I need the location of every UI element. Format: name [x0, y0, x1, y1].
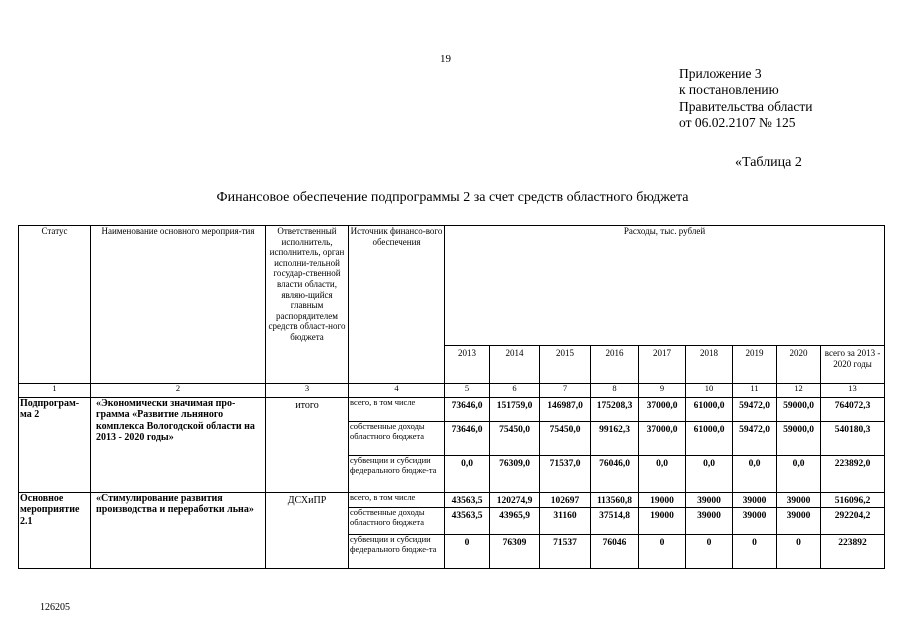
footer-code: 126205: [40, 602, 70, 613]
index-cell: 12: [777, 384, 821, 398]
value-cell: 76046,0: [591, 456, 639, 493]
header-name: Наименование основного мероприя-тия: [91, 226, 266, 384]
value-cell: 37514,8: [591, 508, 639, 535]
index-cell: 6: [490, 384, 540, 398]
value-cell: 102697: [540, 493, 591, 508]
value-cell: 71537: [540, 535, 591, 569]
value-cell: 73646,0: [445, 422, 490, 456]
value-cell-total: 764072,3: [821, 398, 885, 422]
header-year: 2013: [445, 346, 490, 384]
value-cell: 0,0: [686, 456, 733, 493]
header-year: 2019: [733, 346, 777, 384]
appendix-line-2: к постановлению: [679, 82, 779, 98]
value-cell: 76309: [490, 535, 540, 569]
row-source: всего, в том числе: [349, 493, 445, 508]
header-year: 2018: [686, 346, 733, 384]
value-cell: 76309,0: [490, 456, 540, 493]
value-cell: 37000,0: [639, 398, 686, 422]
value-cell: 39000: [777, 508, 821, 535]
value-cell: 43563,5: [445, 508, 490, 535]
value-cell: 39000: [733, 493, 777, 508]
value-cell-total: 223892,0: [821, 456, 885, 493]
document-title: Финансовое обеспечение подпрограммы 2 за счет средств областного бюджета: [216, 190, 689, 205]
value-cell: 76046: [591, 535, 639, 569]
value-cell-total: 516096,2: [821, 493, 885, 508]
value-cell: 0: [686, 535, 733, 569]
value-cell-total: 292204,2: [821, 508, 885, 535]
value-cell: 0,0: [639, 456, 686, 493]
value-cell: 19000: [639, 493, 686, 508]
value-cell: 61000,0: [686, 398, 733, 422]
header-expenses: Расходы, тыс. рублей: [445, 226, 885, 346]
value-cell: 0: [733, 535, 777, 569]
index-cell: 7: [540, 384, 591, 398]
row-source: субвенции и субсидии федерального бюдже-та: [349, 535, 445, 569]
index-cell: 13: [821, 384, 885, 398]
header-year-total: всего за 2013 - 2020 годы: [821, 346, 885, 384]
value-cell: 151759,0: [490, 398, 540, 422]
value-cell: 0: [445, 535, 490, 569]
header-year: 2016: [591, 346, 639, 384]
value-cell: 59000,0: [777, 422, 821, 456]
row-responsible: ДСХиПР: [266, 493, 349, 569]
financing-table: [18, 225, 885, 569]
value-cell: 39000: [686, 508, 733, 535]
table-row: [19, 398, 885, 422]
page-number: 19: [440, 53, 451, 65]
value-cell: 43563,5: [445, 493, 490, 508]
value-cell: 61000,0: [686, 422, 733, 456]
value-cell-total: 223892: [821, 535, 885, 569]
value-cell: 31160: [540, 508, 591, 535]
appendix-line-4: от 06.02.2107 № 125: [679, 114, 796, 130]
index-cell: 3: [266, 384, 349, 398]
value-cell: 59000,0: [777, 398, 821, 422]
header-year: 2015: [540, 346, 591, 384]
index-cell: 11: [733, 384, 777, 398]
appendix-line-1: Приложение 3: [679, 66, 762, 81]
value-cell: 0,0: [733, 456, 777, 493]
appendix-line-3: Правительства области: [679, 98, 813, 114]
value-cell-total: 540180,3: [821, 422, 885, 456]
index-cell: 10: [686, 384, 733, 398]
value-cell: 120274,9: [490, 493, 540, 508]
row-source: собственные доходы областного бюджета: [349, 508, 445, 535]
index-cell: 8: [591, 384, 639, 398]
value-cell: 19000: [639, 508, 686, 535]
value-cell: 99162,3: [591, 422, 639, 456]
row-activity-name: «Стимулирование развития производства и переработки льна»: [91, 493, 266, 569]
index-cell: 2: [91, 384, 266, 398]
row-source: всего, в том числе: [349, 398, 445, 422]
value-cell: 43965,9: [490, 508, 540, 535]
value-cell: 0: [639, 535, 686, 569]
value-cell: 37000,0: [639, 422, 686, 456]
index-row: [19, 384, 885, 398]
table-row: [19, 493, 885, 508]
index-cell: 5: [445, 384, 490, 398]
table-label: «Таблица 2: [735, 155, 802, 170]
row-status: Основное мероприятие 2.1: [19, 493, 91, 569]
value-cell: 59472,0: [733, 398, 777, 422]
row-responsible: итого: [266, 398, 349, 493]
row-activity-name: «Экономически значимая про-грамма «Развитие льняного комплекса Вологодской области на 2013 - 2020 годы»: [91, 398, 266, 493]
value-cell: 0,0: [777, 456, 821, 493]
value-cell: 73646,0: [445, 398, 490, 422]
appendix-block: [679, 66, 812, 131]
value-cell: 0,0: [445, 456, 490, 493]
value-cell: 39000: [733, 508, 777, 535]
value-cell: 75450,0: [490, 422, 540, 456]
row-source: собственные доходы областного бюджета: [349, 422, 445, 456]
value-cell: 75450,0: [540, 422, 591, 456]
value-cell: 146987,0: [540, 398, 591, 422]
value-cell: 113560,8: [591, 493, 639, 508]
value-cell: 59472,0: [733, 422, 777, 456]
index-cell: 1: [19, 384, 91, 398]
header-source: Источник финансо-вого обеспечения: [349, 226, 445, 384]
header-status: Статус: [19, 226, 91, 384]
value-cell: 39000: [686, 493, 733, 508]
value-cell: 175208,3: [591, 398, 639, 422]
value-cell: 39000: [777, 493, 821, 508]
row-source: субвенции и субсидии федерального бюдже-та: [349, 456, 445, 493]
value-cell: 71537,0: [540, 456, 591, 493]
header-year: 2014: [490, 346, 540, 384]
index-cell: 9: [639, 384, 686, 398]
header-responsible: Ответственный исполнитель, исполнитель, орган исполни-тельной государ-ственной власти области, являю-щийся главным распорядителем средств област-ного бюджета: [266, 226, 349, 384]
index-cell: 4: [349, 384, 445, 398]
row-status: Подпрограм-ма 2: [19, 398, 91, 493]
header-year: 2017: [639, 346, 686, 384]
header-year: 2020: [777, 346, 821, 384]
value-cell: 0: [777, 535, 821, 569]
